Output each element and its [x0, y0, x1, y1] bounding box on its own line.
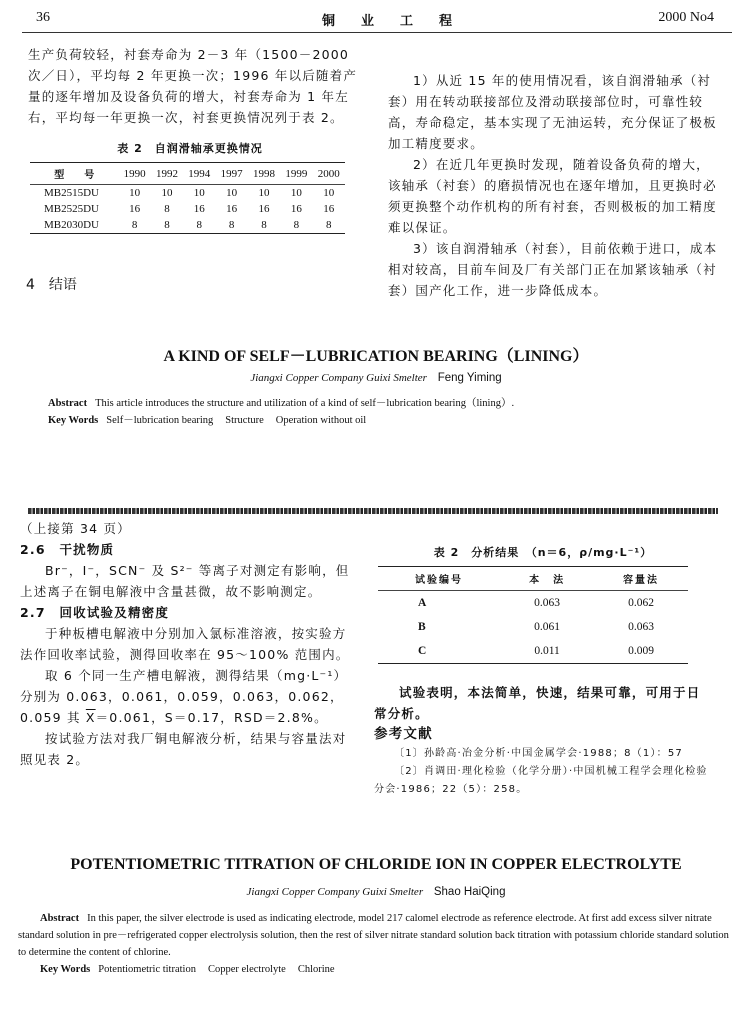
cell-model: MB2525DU — [44, 203, 100, 215]
cell-value: 16 — [290, 203, 302, 215]
recovery-paragraph: 于种板槽电解液中分别加入氯标准溶液，按实验方法作回收率试验，测得回收率在 95～100% 范围内。 — [20, 626, 350, 662]
cell-value: 10 — [226, 187, 238, 199]
reference-item: 〔2〕肖调田·理化检验（化学分册）·中国机械工程学会理化检验分会·1986；22（5）：258。 — [374, 766, 708, 795]
precision-stats: ＝0.061，S＝0.17，RSD＝2.8%。 — [95, 710, 328, 725]
cell-value: 8 — [228, 219, 235, 231]
reference-item: 〔1〕孙龄高·冶金分析·中国金属学会·1988；8（1）：57 — [394, 748, 683, 759]
keyword: Potentiometric titration — [98, 964, 196, 975]
article1-table-block — [30, 140, 350, 234]
cell-value: 8 — [326, 219, 332, 231]
cell-value: 8 — [261, 219, 267, 231]
header-year: 1999 — [280, 163, 312, 185]
table-row — [378, 591, 688, 616]
analysis-results-table — [378, 566, 688, 664]
table-row — [378, 639, 688, 664]
cell-volumetric: 0.009 — [628, 645, 654, 657]
header-year: 1997 — [215, 163, 247, 185]
interference-paragraph: Br⁻，I⁻，SCN⁻ 及 S²⁻ 等离子对测定有影响，但上述离子在铜电解液中含量甚微，故不影响测定。 — [20, 563, 350, 599]
precision-text: 取 6 个同一生产槽电解液，测得结果（mg·L⁻¹）分别为 0.063，0.061，0.059，0.063，0.062，0.059 其 — [20, 668, 348, 725]
header-year: 1998 — [248, 163, 280, 185]
journal-name: 铜业工程 — [322, 14, 479, 29]
issue-number: 2000 No4 — [658, 10, 714, 25]
cell-value: 10 — [290, 187, 302, 199]
bearing-replacement-table — [30, 162, 345, 234]
cell-model: MB2030DU — [44, 219, 100, 231]
author: Shao HaiQing — [433, 886, 506, 898]
section-heading-conclusion: 4 结语 — [26, 277, 77, 293]
cell-id: A — [418, 597, 427, 609]
abstract-text: In this paper, the silver electrode is used as indicating electrode, model 217 calomel electrode as reference electrode. At first add excess silver nitrate standard solution in pre－refrigerated copper electrolysis solution, then the rest of silver nitrate standard solution back titration with potassium chloride standard solution to determine the content of chlorine. — [18, 913, 729, 958]
header-year: 1992 — [151, 163, 183, 185]
cell-value: 10 — [258, 187, 270, 199]
article2-table-block — [378, 544, 708, 664]
cell-value: 10 — [193, 187, 205, 199]
cell-volumetric: 0.063 — [628, 621, 654, 633]
author: Feng Yiming — [437, 372, 502, 384]
cell-value: 16 — [193, 203, 205, 215]
header-volumetric: 容量法 — [594, 567, 688, 591]
header-year: 2000 — [313, 163, 345, 185]
header-test-id: 试验编号 — [378, 567, 500, 591]
abstract-label: Abstract — [40, 913, 80, 924]
conclusion-point-1: 1）从近 15 年的使用情况看，该自润滑轴承（衬套）用在转动联接部位及滑动联接部位时，可靠性较高，寿命稳定，基本实现了无油运转，充分保证了极板加工精度要求。 — [388, 73, 717, 151]
english-abstract — [18, 910, 736, 978]
cell-method: 0.061 — [534, 621, 561, 633]
keyword: Operation without oil — [275, 415, 367, 426]
cell-value: 8 — [164, 219, 170, 231]
table-header-row — [378, 567, 688, 591]
cell-id: B — [418, 621, 426, 633]
conclusion-point-2: 2）在近几年更换时发现，随着设备负荷的增大，该轴承（衬套）的磨损情况也在逐年增加，且更换时必须更换整个动作机构的所有衬套，否则极板的加工精度难以保证。 — [388, 157, 717, 235]
page-number: 36 — [36, 10, 50, 25]
cell-value: 16 — [323, 203, 335, 215]
cell-value: 10 — [323, 187, 335, 199]
table-header-row — [30, 163, 345, 185]
abstract-label: Abstract — [48, 398, 88, 409]
section-heading-2-7: 2.7 回收试验及精密度 — [20, 605, 170, 620]
english-byline — [0, 372, 752, 384]
article2-right-text — [374, 682, 710, 799]
keywords-label: Key Words — [40, 964, 91, 975]
comparison-paragraph: 按试验方法对我厂铜电解液分析，结果与容量法对照见表 2。 — [20, 731, 347, 767]
cell-volumetric: 0.062 — [628, 597, 654, 609]
abstract-text: This article introduces the structure and utilization of a kind of self－lubrication bearing（lining）. — [95, 398, 515, 409]
keywords-label: Key Words — [48, 415, 99, 426]
header-model: 型 号 — [30, 163, 118, 185]
cell-value: 16 — [258, 203, 270, 215]
table-row — [30, 201, 345, 217]
english-title: A KIND OF SELF－LUBRICATION BEARING（LINING） — [163, 348, 589, 365]
table-caption: 表 2 自润滑轴承更换情况 — [117, 142, 263, 155]
article1-left-paragraph — [28, 44, 358, 128]
conclusion-point-3: 3）该自润滑轴承（衬套），目前依赖于进口，成本相对较高，目前车间及厂有关部门正在加紧该轴承（衬套）国产化工作，进一步降低成本。 — [388, 241, 718, 298]
affiliation: Jiangxi Copper Company Guixi Smelter — [250, 372, 427, 384]
section-heading-2-6: 2.6 干扰物质 — [20, 542, 115, 557]
running-head — [22, 8, 732, 33]
mean-symbol: $\overline{X}$ — [85, 710, 96, 725]
cell-value: 8 — [164, 203, 170, 215]
continued-note: （上接第 34 页） — [20, 521, 131, 536]
keyword: Copper electrolyte — [207, 964, 286, 975]
header-this-method: 本 法 — [500, 567, 594, 591]
cell-value: 16 — [129, 203, 141, 215]
cell-method: 0.011 — [534, 645, 560, 657]
conclusion-paragraph: 试验表明，本法简单，快速，结果可靠，可用于日常分析。 — [374, 685, 701, 721]
keyword: Chlorine — [297, 964, 335, 975]
keyword: Structure — [225, 415, 264, 426]
table-caption: 表 2 分析结果 （n＝6，ρ/mg·L⁻¹） — [433, 546, 653, 559]
cell-model: MB2515DU — [44, 187, 100, 199]
keyword: Self－lubrication bearing — [106, 415, 214, 426]
cell-value: 16 — [226, 203, 238, 215]
header-year: 1990 — [118, 163, 150, 185]
ornamental-divider — [28, 508, 718, 514]
affiliation: Jiangxi Copper Company Guixi Smelter — [246, 886, 424, 898]
header-year: 1994 — [183, 163, 215, 185]
table-row — [30, 185, 345, 202]
article2-left-column — [20, 518, 360, 770]
precision-paragraph — [20, 665, 360, 728]
cell-value: 10 — [129, 187, 141, 199]
cell-value: 8 — [196, 219, 203, 231]
english-abstract — [48, 395, 708, 429]
body-paragraph: 生产负荷较轻，衬套寿命为 2－3 年（1500－2000 次／日），平均每 2 年更换一次；1996 年以后随着产量的逐年增加及设备负荷的增大，衬套寿命为 1 年左右，平均每一年更换一次，衬套更换情况列于表 2。 — [28, 47, 358, 125]
english-byline — [0, 886, 752, 898]
table-row — [378, 615, 688, 639]
english-title: POTENTIOMETRIC TITRATION OF CHLORIDE ION IN COPPER ELECTROLYTE — [70, 856, 682, 873]
references-heading: 参考文献 — [374, 726, 433, 742]
cell-id: C — [418, 645, 427, 657]
cell-method: 0.063 — [534, 597, 561, 609]
table-row — [30, 217, 345, 234]
cell-value: 8 — [293, 219, 300, 231]
cell-value: 8 — [131, 219, 138, 231]
cell-value: 10 — [161, 187, 173, 199]
article1-right-column — [388, 70, 720, 301]
